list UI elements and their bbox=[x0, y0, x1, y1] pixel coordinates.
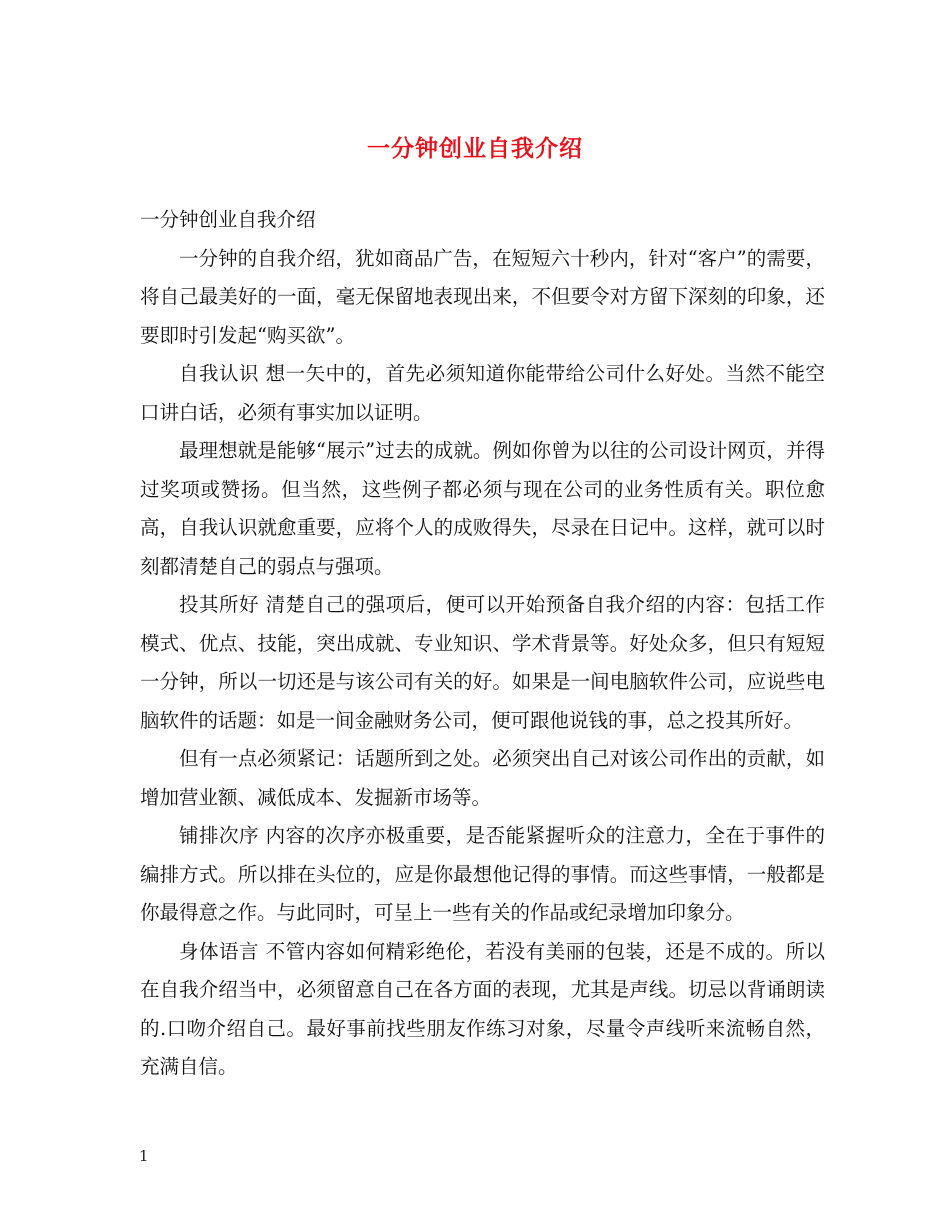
paragraph-intro: 一分钟的自我介绍，犹如商品广告，在短短六十秒内，针对“客户”的需要，将自己最美好的一面，毫无保留地表现出来，不但要令对方留下深刻的印象，还要即时引发起“购买欲”。 bbox=[140, 246, 825, 347]
paragraph-self-awareness: 自我认识 想一矢中的，首先必须知道你能带给公司什么好处。当然不能空口讲白话，必须有事实加以证明。 bbox=[140, 362, 825, 424]
paragraph-tailoring: 投其所好 清楚自己的强项后，便可以开始预备自我介绍的内容：包括工作模式、优点、技能，突出成就、专业知识、学术背景等。好处众多，但只有短短一分钟，所以一切还是与该公司有关的好。如果是一间电脑软件公司，应说些电脑软件的话题：如是一间金融财务公司，便可跟他说钱的事，总之投其所好。 bbox=[140, 593, 825, 732]
document-subtitle: 一分钟创业自我介绍 bbox=[140, 208, 316, 231]
paragraph-contribution: 但有一点必须紧记：话题所到之处。必须突出自己对该公司作出的贡献，如增加营业额、减低成本、发掘新市场等。 bbox=[140, 747, 825, 809]
paragraph-ordering: 铺排次序 内容的次序亦极重要，是否能紧握听众的注意力，全在于事件的编排方式。所以排在头位的，应是你最想他记得的事情。而这些事情，一般都是你最得意之作。与此同时，可呈上一些有关的作品或纪录增加印象分。 bbox=[140, 824, 825, 924]
paragraph-body-language: 身体语言 不管内容如何精彩绝伦，若没有美丽的包装，还是不成的。所以在自我介绍当中，必须留意自己在各方面的表现，尤其是声线。切忌以背诵朗读的.口吻介绍自己。最好事前找些朋友作练习对象，尽量令声线听来流畅自然，充满自信。 bbox=[140, 939, 825, 1078]
page-number: 1 bbox=[139, 1147, 149, 1165]
document-body bbox=[140, 201, 825, 1087]
paragraph-achievements: 最理想就是能够“展示”过去的成就。例如你曾为以往的公司设计网页，并得过奖项或赞扬。但当然，这些例子都必须与现在公司的业务性质有关。职位愈高，自我认识就愈重要，应将个人的成败得失，尽录在日记中。这样，就可以时刻都清楚自己的弱点与强项。 bbox=[140, 439, 825, 578]
document-title: 一分钟创业自我介绍 bbox=[367, 135, 583, 162]
